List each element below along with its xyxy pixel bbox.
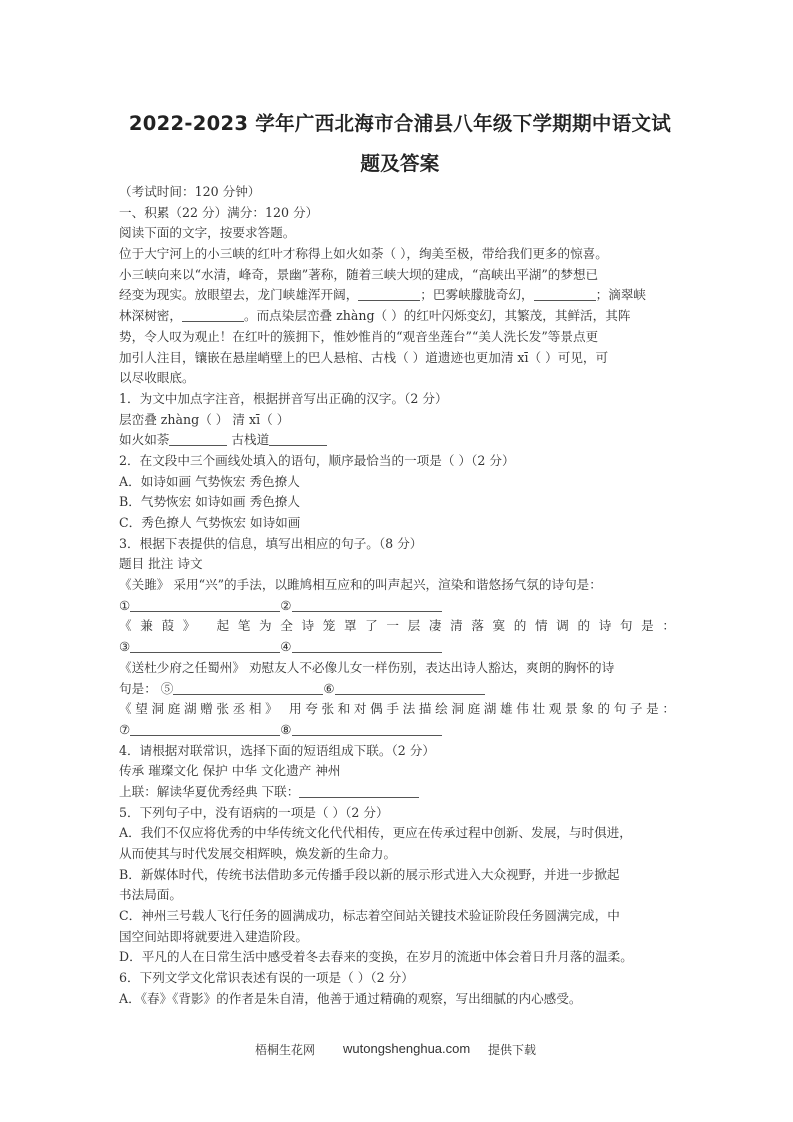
answer-blank[interactable] <box>292 721 442 736</box>
document-body <box>119 182 675 1010</box>
question-2-stem: 2．在文段中三个画线处填入的语句，顺序最恰当的一项是（ ）（2 分） <box>119 452 515 468</box>
option-c-cont: 国空间站即将就要进入建造阶段。 <box>119 928 308 944</box>
option-c: C．秀色撩人 气势恢宏 如诗如画 <box>119 515 301 530</box>
answer-blank[interactable] <box>292 597 442 612</box>
option-a: A．《春》《背影》的作者是朱自清，他善于通过精确的观察，写出细腻的内心感受。 <box>119 990 582 1006</box>
table-row: 《望洞庭湖赠张丞相》 用夸张和对偶手法描绘洞庭湖雄伟壮观景象的句子是： <box>119 701 675 717</box>
answer-row <box>119 679 675 700</box>
answer-blank[interactable] <box>169 431 227 446</box>
marker: ⑧ <box>280 721 292 737</box>
answer-blank[interactable] <box>130 597 280 612</box>
table-row: 《关雎》 采用“兴”的手法，以雎鸠相互应和的叫声起兴，渲染和谐悠扬气氛的诗句是： <box>119 577 602 593</box>
answer-row <box>119 720 675 741</box>
exam-time: （考试时间：120 分钟） <box>119 184 261 199</box>
passage-line: 位于大宁河上的小三峡的红叶才称得上如火如荼（ ），绚美至极，带给我们更多的惊喜。 <box>119 246 608 262</box>
text: 经变为现实。放眼望去，龙门峡雄浑开阔， <box>119 287 359 303</box>
question-1-line <box>119 430 675 451</box>
answer-blank[interactable] <box>269 431 327 446</box>
option-a-cont: 从而使其与时代发展交相辉映，焕发新的生命力。 <box>119 846 397 861</box>
phrase-options: 传承 璀璨文化 保护 中华 文化遗产 神州 <box>119 763 341 779</box>
text: 林深树密， <box>119 308 182 324</box>
section-heading: 一、积累（22 分）满分：120 分） <box>119 204 319 220</box>
marker: ① <box>119 597 131 613</box>
answer-blank[interactable] <box>534 286 596 301</box>
text: ；滴翠峡 <box>595 287 646 303</box>
marker: ⑥ <box>323 680 335 696</box>
document-title-line2: 题及答案 <box>360 152 440 175</box>
marker: ② <box>280 597 292 613</box>
answer-blank[interactable] <box>292 638 442 653</box>
option-a: A．我们不仅应将优秀的中华传统文化代代相传，更应在传承过程中创新、发展，与时俱进， <box>119 825 632 841</box>
answer-blank[interactable] <box>182 307 244 322</box>
text: ；巴雾峡朦胧奇幻， <box>420 287 534 303</box>
footer-url[interactable]: wutongshenghua.com <box>343 1041 471 1056</box>
passage-line <box>119 285 675 306</box>
question-1-line: 层峦叠 zhàng（ ） 清 xī（ ） <box>119 411 290 427</box>
option-b: B．新媒体时代，传统书法借助多元传播手段以新的展示形式进入大众视野，并进一步掀起 <box>119 866 620 882</box>
table-header: 题目 批注 诗文 <box>119 556 203 572</box>
footer-site-name: 梧桐生花网 <box>255 1043 316 1057</box>
marker: ③ <box>119 639 131 655</box>
question-1-stem: 1．为文中加点字注音，根据拼音写出正确的汉字。（2 分） <box>119 390 448 406</box>
answer-blank[interactable] <box>358 286 420 301</box>
document-title-line1: 2022-2023 学年广西北海市合浦县八年级下学期期中语文试 <box>128 112 672 135</box>
passage-line <box>119 306 675 327</box>
text: 古栈道 <box>227 432 270 448</box>
marker: ⑦ <box>119 721 131 737</box>
footer-note: 提供下载 <box>488 1043 537 1057</box>
text: 。而点染层峦叠 zhàng（ ）的红叶闪烁变幻，其繁茂，其鲜活，其阵 <box>243 308 631 324</box>
option-b: B．气势恢宏 如诗如画 秀色撩人 <box>119 494 300 510</box>
answer-blank[interactable] <box>299 783 419 798</box>
answer-row <box>119 637 675 658</box>
option-b-cont: 书法局面。 <box>119 887 182 903</box>
text: 句是： <box>119 680 161 696</box>
table-row: 《送杜少府之任蜀州》 劝慰友人不必像儿女一样伤别，表达出诗人豁达，爽朗的胸怀的诗 <box>119 659 615 675</box>
text: 上联：解读华夏优秀经典 下联： <box>119 783 300 799</box>
marker: ⑤ <box>160 680 174 696</box>
couplet-line <box>119 782 675 803</box>
passage-line: 势，令人叹为观止！在红叶的簇拥下，惟妙惟肖的“观音坐莲台”“美人洗长发”等景点更 <box>119 328 599 344</box>
answer-blank[interactable] <box>335 680 485 695</box>
option-a: A．如诗如画 气势恢宏 秀色撩人 <box>119 473 300 489</box>
question-6-stem: 6．下列文学文化常识表述有误的一项是（ ）（2 分） <box>119 970 414 986</box>
table-row: 《兼葭》 起笔为全诗笼罩了一层凄清落寞的情调的诗句是： <box>119 618 675 634</box>
instruction: 阅读下面的文字，按要求答题。 <box>119 225 296 241</box>
passage-line: 加引人注目，镶嵌在悬崖峭壁上的巴人悬棺、古栈（ ）道遗迹也更加清 xī（ ）可见，可 <box>119 349 609 365</box>
question-3-stem: 3．根据下表提供的信息，填写出相应的句子。（8 分） <box>119 535 423 551</box>
passage-line: 以尽收眼底。 <box>119 370 195 386</box>
marker: ④ <box>280 639 292 655</box>
question-5-stem: 5．下列句子中，没有语病的一项是（ ）（2 分） <box>119 804 389 820</box>
answer-blank[interactable] <box>130 721 280 736</box>
option-c: C．神州三号载人飞行任务的圆满成功，标志着空间站关键技术验证阶段任务圆满完成，中 <box>119 908 620 924</box>
text: 如火如荼 <box>119 432 170 448</box>
answer-blank[interactable] <box>173 680 323 695</box>
option-d: D．平凡的人在日常生活中感受着冬去春来的变换，在岁月的流逝中体会着日升月落的温柔。 <box>119 949 633 965</box>
answer-row <box>119 596 675 617</box>
passage-line: 小三峡向来以“水清，峰奇，景幽”著称，随着三峡大坝的建成，“高峡出平湖”的梦想已 <box>119 266 599 282</box>
answer-blank[interactable] <box>130 638 280 653</box>
question-4-stem: 4．请根据对联常识，选择下面的短语组成下联。（2 分） <box>119 742 435 758</box>
